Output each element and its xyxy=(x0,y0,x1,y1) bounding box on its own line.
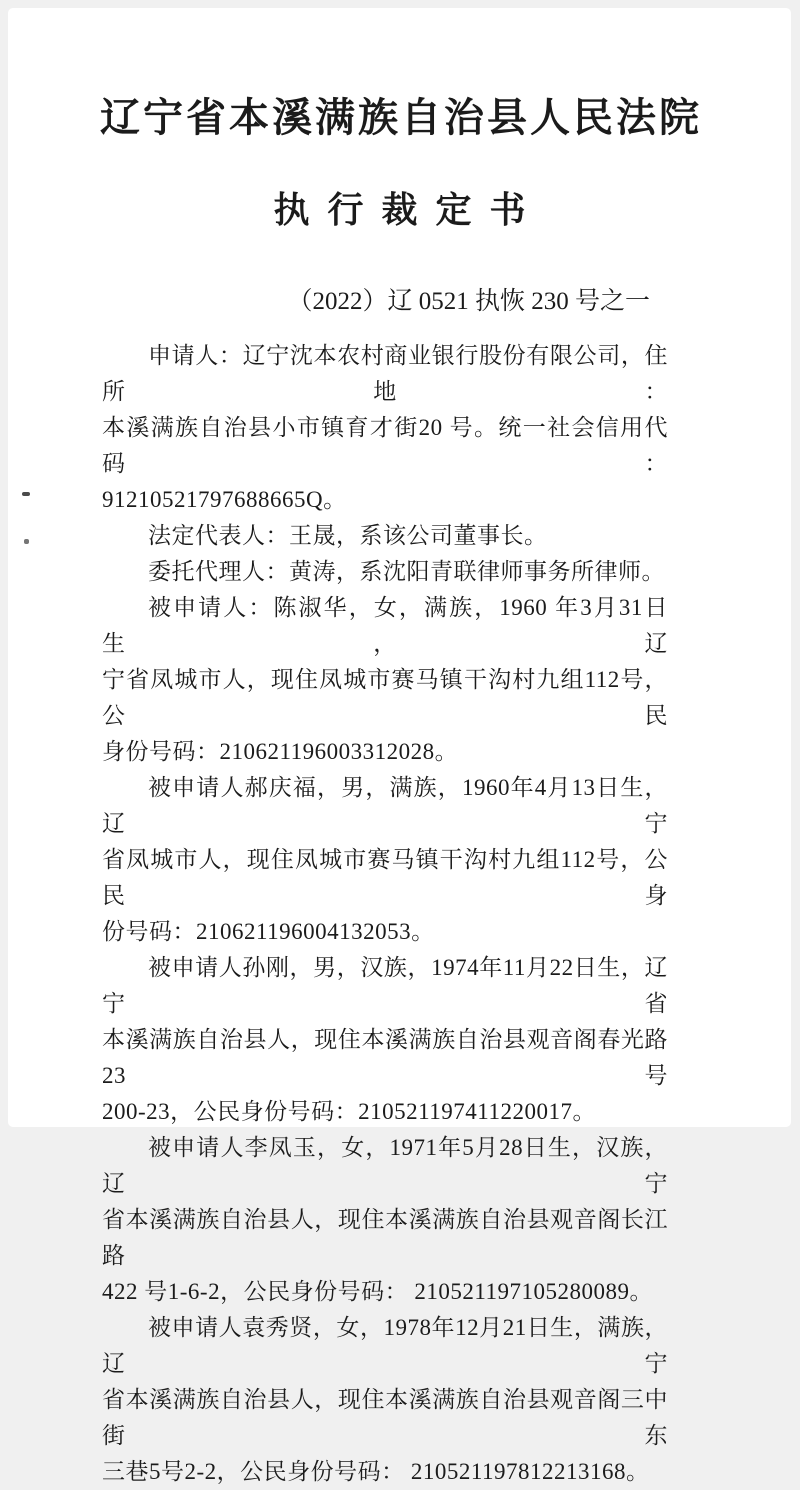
body-line: 省凤城市人，现住凤城市赛马镇干沟村九组112号，公民身 xyxy=(102,847,668,908)
scan-artifact xyxy=(22,492,30,496)
document-page xyxy=(8,8,791,1484)
body-line: 申请人：辽宁沈本农村商业银行股份有限公司，住所地： xyxy=(102,343,668,404)
body-line: 本溪满族自治县人，现住本溪满族自治县观音阁春光路23号 xyxy=(102,1027,668,1088)
body-line: 身份号码：210621196003312028。 xyxy=(102,739,459,764)
body-line: 被申请人李凤玉，女，1971年5月28日生，汉族，辽宁 xyxy=(102,1135,668,1196)
body-line: 被申请人：陈淑华，女，满族，1960 年3月31日生，辽 xyxy=(102,595,668,656)
body-line: 委托代理人：黄涛，系沈阳青联律师事务所律师。 xyxy=(148,559,665,584)
body-line: 法定代表人：王晟，系该公司董事长。 xyxy=(148,523,548,548)
document-body xyxy=(102,338,668,1490)
court-name-heading: 辽宁省本溪满族自治县人民法院 xyxy=(100,95,702,140)
body-line: 被申请人袁秀贤，女，1978年12月21日生，满族，辽宁 xyxy=(102,1315,668,1376)
body-line: 三巷5号2-2，公民身份号码： 210521197812213168。 xyxy=(102,1459,650,1484)
body-line: 被申请人郝庆福，男，满族，1960年4月13日生，辽宁 xyxy=(102,775,668,836)
body-line: 份号码：210621196004132053。 xyxy=(102,919,435,944)
body-line: 省本溪满族自治县人，现住本溪满族自治县观音阁三中街东 xyxy=(102,1387,668,1448)
body-line: 被申请人孙刚，男，汉族，1974年11月22日生，辽宁省 xyxy=(102,955,668,1016)
body-line: 本溪满族自治县小市镇育才街20 号。统一社会信用代码： xyxy=(102,415,668,476)
scan-artifact xyxy=(24,539,29,544)
body-line: 200-23，公民身份号码：210521197411220017。 xyxy=(102,1099,596,1124)
case-number: （2022）辽 0521 执恢 230 号之一 xyxy=(287,288,650,315)
body-line: 省本溪满族自治县人，现住本溪满族自治县观音阁长江路 xyxy=(102,1207,668,1268)
body-line: 宁省凤城市人，现住凤城市赛马镇干沟村九组112号，公民 xyxy=(102,667,668,728)
body-line: 422 号1-6-2，公民身份号码： 210521197105280089。 xyxy=(102,1279,653,1304)
document-type-heading: 执行裁定书 xyxy=(273,190,544,230)
body-line: 91210521797688665Q。 xyxy=(102,487,347,512)
